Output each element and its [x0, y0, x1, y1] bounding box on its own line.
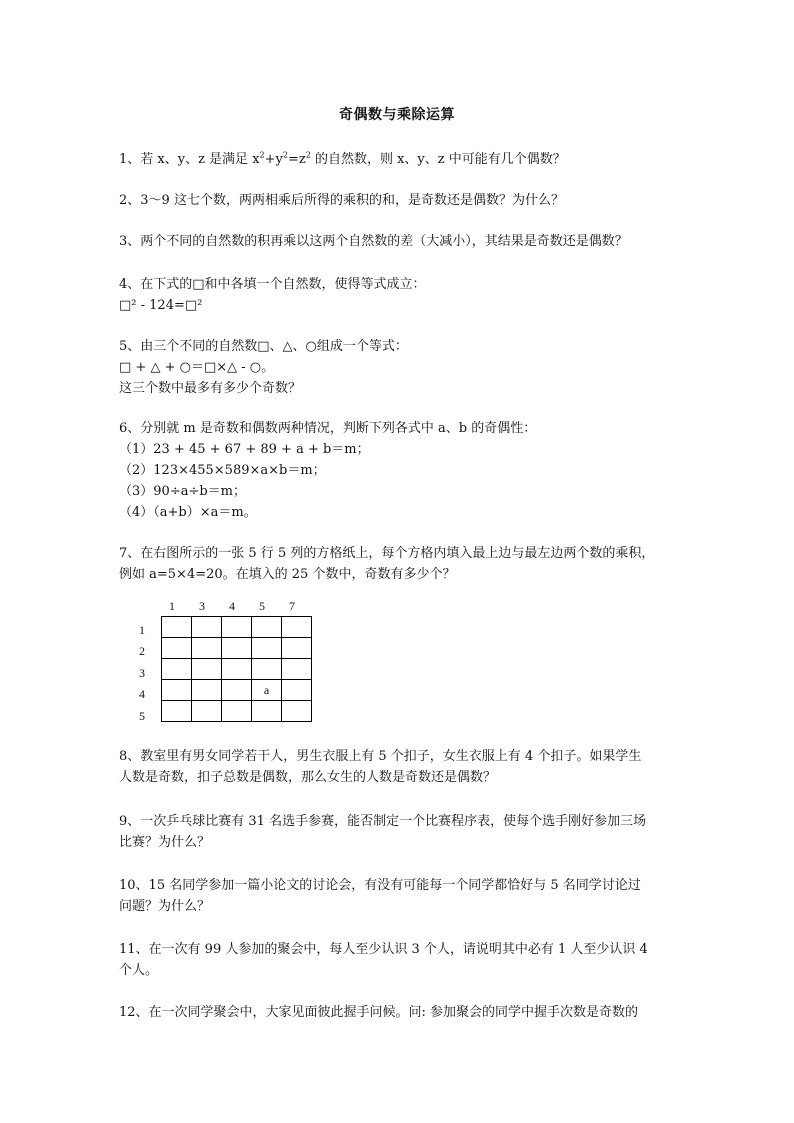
problem-6-item-1: （1）23 + 45 + 67 + 89 + a + b＝m； — [119, 442, 370, 457]
grid-cell — [192, 659, 222, 680]
exponent: 2 — [305, 150, 311, 160]
grid-col-header: 5 — [259, 599, 265, 613]
grid-cell — [192, 617, 222, 638]
grid-cell — [282, 701, 312, 722]
grid-row — [162, 680, 312, 701]
page-title: 奇偶数与乘除运算 — [339, 107, 455, 123]
grid-row-header: 5 — [139, 709, 145, 723]
grid-row — [162, 701, 312, 722]
problem-1 — [119, 149, 679, 170]
problem-5-equation: □ + △ + ○＝□×△ - ○。 — [119, 360, 275, 375]
grid-cell — [252, 659, 282, 680]
grid-cell — [192, 680, 222, 701]
problem-5-line-3: 这三个数中最多有多少个奇数？ — [119, 381, 302, 396]
problem-4-line-1: 4、在下式的□和中各填一个自然数，使得等式成立： — [119, 277, 426, 292]
problem-6-item-4: （4）（a+b）×a＝m。 — [119, 505, 257, 520]
grid-cell — [282, 659, 312, 680]
grid-cell-a: a — [252, 680, 282, 701]
problem-9-line-2: 比赛？为什么？ — [119, 835, 211, 850]
problem-11-line-2: 个人。 — [119, 963, 159, 978]
exponent: 2 — [259, 150, 265, 160]
grid-table — [161, 616, 312, 722]
grid-cell — [222, 680, 252, 701]
problem-8-line-2: 人数是奇数，扣子总数是偶数，那么女生的人数是奇数还是偶数？ — [119, 770, 497, 785]
grid-cell — [222, 701, 252, 722]
grid-cell — [222, 617, 252, 638]
problem-6-line-1: 6、分别就 m 是奇数和偶数两种情况，判断下列各式中 a、b 的奇偶性： — [119, 421, 537, 436]
problem-1-text: =z — [287, 152, 306, 167]
grid-cell — [162, 638, 192, 659]
grid-cell — [252, 638, 282, 659]
grid-cell — [282, 680, 312, 701]
grid-row — [162, 638, 312, 659]
problem-1-text: 1、若 x、y、z 是满足 x — [119, 152, 260, 167]
grid-cell — [222, 659, 252, 680]
problem-7 — [119, 543, 679, 585]
problem-12 — [119, 1002, 679, 1023]
problem-2 — [119, 190, 679, 211]
grid-row-header: 1 — [139, 623, 145, 637]
problem-1-line — [119, 149, 679, 170]
problem-6 — [119, 418, 679, 523]
problem-3-line-1: 3、两个不同的自然数的积再乘以这两个自然数的差（大减小），其结果是奇数还是偶数？ — [119, 234, 628, 249]
grid-row-header: 3 — [139, 666, 145, 680]
grid-cell — [252, 617, 282, 638]
problem-5 — [119, 336, 679, 399]
grid-cell — [162, 659, 192, 680]
grid-row — [162, 617, 312, 638]
grid-cell — [192, 638, 222, 659]
grid-cell — [162, 701, 192, 722]
problem-2-line-1: 2、3～9 这七个数，两两相乘后所得的乘积的和，是奇数还是偶数？为什么？ — [119, 193, 564, 208]
problem-7-line-2: 例如 a=5×4=20。在填入的 25 个数中，奇数有多少个？ — [119, 567, 456, 582]
problem-11-line-1: 11、在一次有 99 人参加的聚会中，每人至少认识 3 个人，请说明其中必有 1 人至少认识 4 — [119, 942, 648, 957]
problem-8-line-1: 8、教室里有男女同学若干人，男生衣服上有 5 个扣子，女生衣服上有 4 个扣子。如果学生 — [119, 749, 642, 764]
grid-row-header: 4 — [139, 687, 145, 701]
problem-10-line-1: 10、15 名同学参加一篇小论文的讨论会，有没有可能每一个同学都恰好与 5 名同学讨论过 — [119, 878, 641, 893]
grid-cell — [282, 617, 312, 638]
problem-5-line-1: 5、由三个不同的自然数□、△、○组成一个等式： — [119, 339, 408, 354]
problem-4 — [119, 274, 679, 316]
grid-col-header: 4 — [229, 599, 235, 613]
grid-col-header: 1 — [169, 599, 175, 613]
grid-cell — [222, 638, 252, 659]
problem-12-line-1: 12、在一次同学聚会中，大家见面彼此握手问候。问: 参加聚会的同学中握手次数是奇数的 — [119, 1005, 639, 1020]
grid-row-header: 2 — [139, 644, 145, 658]
grid-col-header: 3 — [199, 599, 205, 613]
problem-10-line-2: 问题？为什么？ — [119, 899, 211, 914]
multiplication-grid — [135, 599, 335, 729]
grid-cell — [282, 638, 312, 659]
grid-cell — [162, 680, 192, 701]
problem-3 — [119, 231, 679, 252]
problem-1-text: +y — [264, 152, 283, 167]
problem-11 — [119, 939, 679, 981]
grid-col-header: 7 — [289, 599, 295, 613]
exponent: 2 — [282, 150, 288, 160]
problem-1-text: 的自然数，则 x、y、z 中可能有几个偶数？ — [310, 152, 566, 167]
problem-6-item-3: （3）90÷a÷b＝m； — [119, 484, 246, 499]
grid-cell — [162, 617, 192, 638]
problem-7-line-1: 7、在右图所示的一张 5 行 5 列的方格纸上，每个方格内填入最上边与最左边两个数的乘积， — [119, 546, 655, 561]
grid-row — [162, 659, 312, 680]
problem-9-line-1: 9、一次乒乓球比赛有 31 名选手参赛，能否制定一个比赛程序表，使每个选手刚好参加三场 — [119, 814, 647, 829]
problem-4-equation: □² - 124=□² — [119, 298, 203, 313]
problem-8 — [119, 746, 679, 788]
grid-cell — [252, 701, 282, 722]
problem-10 — [119, 875, 679, 917]
problem-9 — [119, 811, 679, 853]
problem-6-item-2: （2）123×455×589×a×b＝m； — [119, 463, 326, 478]
grid-cell — [192, 701, 222, 722]
